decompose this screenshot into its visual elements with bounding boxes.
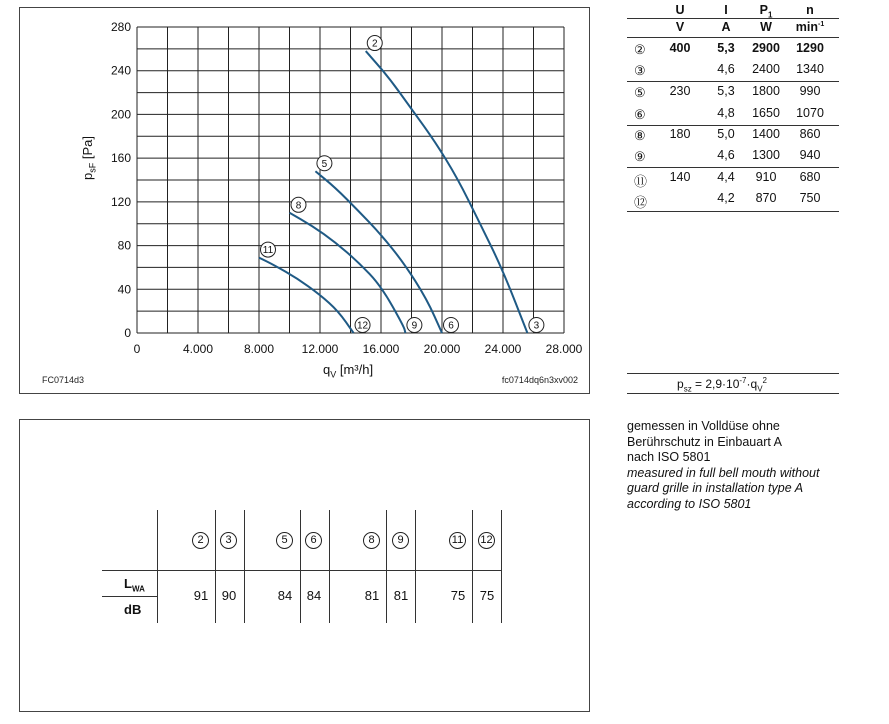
table-cell-I: 5,3 <box>717 84 735 98</box>
svg-text:2: 2 <box>371 38 378 50</box>
y-tick-label: 120 <box>110 194 131 209</box>
noise-column-head-6: 6 <box>305 530 322 549</box>
table-cell-U: 230 <box>669 84 691 98</box>
noise-row-label: $L_{WA}$ <box>124 576 145 594</box>
noise-value-3: 90 <box>221 588 237 603</box>
y-tick-label: 80 <box>117 238 131 253</box>
noise-column-head-5: 5 <box>276 530 293 549</box>
y-tick-label: 0 <box>124 326 131 340</box>
table-unit-1: A <box>721 20 731 34</box>
table-row-id: ⑧ <box>634 128 646 143</box>
y-tick-label: 160 <box>110 151 131 166</box>
note-en-line: according to ISO 5801 <box>627 496 752 511</box>
table-cell-n: 1340 <box>796 62 824 76</box>
chart-code-left: FC0714d3 <box>42 375 85 385</box>
note-de-line: gemessen in Volldüse ohne <box>627 419 780 433</box>
noise-column-head-3: 3 <box>220 530 237 549</box>
noise-column-rule <box>300 510 301 623</box>
table-cell-I: 4,6 <box>717 62 735 76</box>
x-tick-label: 12.000 <box>301 342 339 356</box>
note-de-line: nach ISO 5801 <box>627 450 711 464</box>
table-cell-n: 990 <box>799 84 821 98</box>
table-unit-2: W <box>760 20 772 34</box>
curve-marker-12 <box>355 318 370 333</box>
table-header-I: I <box>724 3 728 17</box>
table-cell-P: 910 <box>755 170 777 184</box>
table-cell-n: 860 <box>799 127 821 141</box>
table-unit-3: $\min^{-1}$ <box>795 20 825 34</box>
system-curve-formula: $p_{sz} = 2,9\cdot 10^{-7}\cdot q_V^2$ <box>627 373 839 394</box>
x-tick-label: 20.000 <box>423 342 461 356</box>
noise-column-rule <box>215 510 216 623</box>
curve-marker-6 <box>444 318 459 333</box>
noise-column-rule <box>244 510 245 623</box>
table-header-n: n <box>806 3 814 17</box>
fan-curve-8-9 <box>290 213 406 333</box>
note-de-line: Berührschutz in Einbauart A <box>627 434 782 449</box>
curve-marker-8 <box>291 197 306 212</box>
svg-text:3: 3 <box>533 320 540 332</box>
note-en-line: guard grille in installation type A <box>627 481 804 495</box>
table-cell-P: 2900 <box>752 41 780 55</box>
noise-column-head-2: 2 <box>192 530 209 549</box>
table-row-id: ⑥ <box>634 107 646 122</box>
table-row-id: ③ <box>634 63 646 78</box>
x-tick-label: 16.000 <box>362 342 400 356</box>
noise-column-rule <box>501 510 502 623</box>
svg-text:12: 12 <box>356 320 369 332</box>
x-axis-label: $q_V$ [m³/h] <box>323 362 374 380</box>
table-cell-n: 680 <box>799 170 821 184</box>
y-axis-label: $p_{sF}$ [Pa] <box>80 136 98 180</box>
noise-value-12: 75 <box>479 588 495 603</box>
noise-column-head-11: 11 <box>449 530 466 549</box>
noise-value-9: 81 <box>393 588 409 603</box>
y-tick-label: 40 <box>117 282 131 297</box>
y-tick-label: 280 <box>110 20 131 34</box>
table-row-id: ② <box>634 42 646 57</box>
noise-column-rule <box>472 510 473 623</box>
table-group-rule <box>627 81 839 82</box>
svg-text:9: 9 <box>411 320 418 332</box>
table-cell-P: 1650 <box>752 106 780 120</box>
x-tick-label: 0 <box>133 342 141 356</box>
noise-value-11: 75 <box>450 588 466 603</box>
noise-column-head-8: 8 <box>363 530 380 549</box>
table-row-id: ⑪ <box>634 174 648 189</box>
table-header-P1: $P_1$ <box>759 3 773 20</box>
noise-table-frame <box>19 419 590 712</box>
svg-text:6: 6 <box>448 320 454 332</box>
svg-text:8: 8 <box>295 200 302 212</box>
table-cell-U: 400 <box>669 41 691 55</box>
table-rule-top <box>627 18 839 19</box>
noise-column-head-12: 12 <box>478 530 495 549</box>
noise-column-head-9: 9 <box>392 530 409 549</box>
table-cell-n: 940 <box>799 148 821 162</box>
y-tick-label: 200 <box>110 107 131 122</box>
table-cell-I: 5,0 <box>717 127 735 141</box>
noise-value-8: 81 <box>364 588 380 603</box>
table-unit-0: V <box>675 20 685 34</box>
curve-marker-5 <box>317 156 332 171</box>
x-tick-label: 28.000 <box>545 342 583 356</box>
noise-column-rule <box>386 510 387 623</box>
noise-value-5: 84 <box>277 588 293 603</box>
x-tick-label: 4.000 <box>182 342 214 356</box>
curve-marker-3 <box>529 318 544 333</box>
table-header-U: U <box>675 3 685 17</box>
table-rule-bottom <box>627 211 839 212</box>
table-cell-U: 180 <box>669 127 691 141</box>
noise-unit-label: dB <box>124 602 142 617</box>
svg-text:11: 11 <box>262 245 274 257</box>
table-cell-P: 870 <box>755 191 777 205</box>
svg-text:5: 5 <box>321 158 328 170</box>
table-group-rule <box>627 167 839 168</box>
table-cell-n: 750 <box>799 191 821 205</box>
table-cell-I: 4,2 <box>717 191 735 205</box>
curve-marker-9 <box>407 318 422 333</box>
x-tick-label: 8.000 <box>243 342 275 356</box>
table-cell-I: 4,6 <box>717 148 735 162</box>
noise-column-rule <box>329 510 330 623</box>
curve-marker-2 <box>367 36 382 51</box>
table-group-rule <box>627 125 839 126</box>
table-cell-n: 1290 <box>796 41 824 55</box>
table-cell-P: 1400 <box>752 127 780 141</box>
table-cell-P: 1300 <box>752 148 780 162</box>
noise-rule-label <box>102 596 157 597</box>
curve-marker-11 <box>261 242 276 257</box>
table-row-id: ⑤ <box>634 85 646 100</box>
fan-curve-chart-frame <box>19 7 590 394</box>
table-cell-I: 4,8 <box>717 106 735 120</box>
noise-value-6: 84 <box>306 588 322 603</box>
noise-rule-left <box>157 510 158 623</box>
chart-code-right: fc0714dq6n3xv002 <box>501 375 578 385</box>
x-tick-label: 24.000 <box>484 342 522 356</box>
table-row-id: ⑫ <box>634 195 648 210</box>
noise-column-rule <box>415 510 416 623</box>
table-cell-P: 2400 <box>752 62 780 76</box>
table-cell-I: 4,4 <box>717 170 735 184</box>
table-rule-header <box>627 37 839 38</box>
noise-value-2: 91 <box>193 588 209 603</box>
table-cell-U: 140 <box>669 170 691 184</box>
table-cell-n: 1070 <box>796 106 824 120</box>
table-row-id: ⑨ <box>634 149 646 164</box>
table-cell-I: 5,3 <box>717 41 735 55</box>
fan-curve-chart <box>20 8 589 393</box>
fan-curve-11-12 <box>259 258 354 333</box>
y-tick-label: 240 <box>110 63 131 78</box>
note-en-line: measured in full bell mouth without <box>627 465 820 480</box>
noise-rule-horizontal <box>102 570 502 571</box>
table-cell-P: 1800 <box>752 84 780 98</box>
